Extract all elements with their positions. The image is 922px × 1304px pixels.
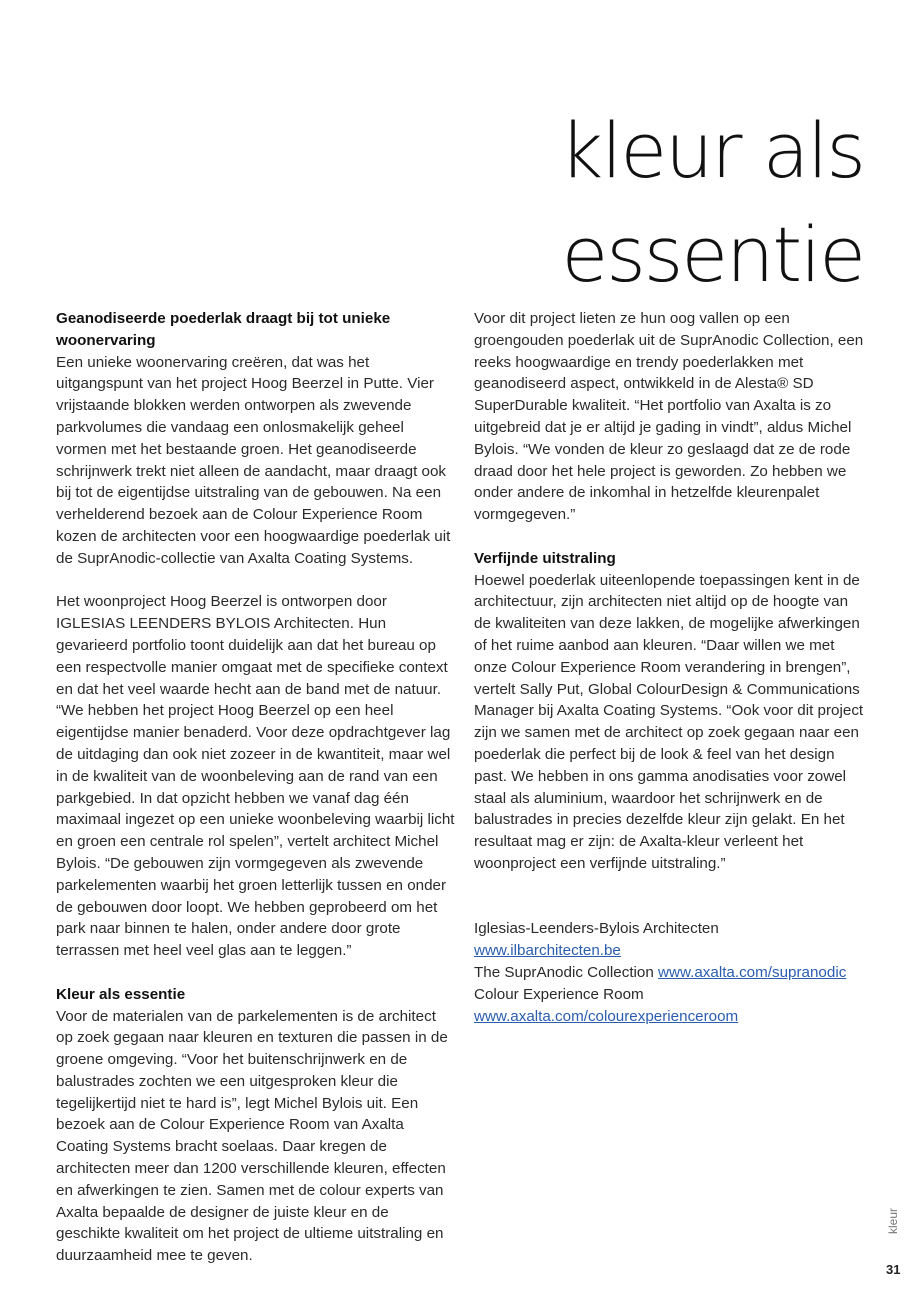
credit-line <box>474 962 866 984</box>
credit-link-ilb[interactable]: www.ilbarchitecten.be <box>474 942 621 960</box>
credit-label: Colour Experience Room <box>474 985 644 1003</box>
page-title <box>559 99 864 307</box>
credit-link-colourexperienceroom[interactable]: www.axalta.com/colourexperienceroom <box>474 1007 739 1025</box>
right-column <box>474 308 866 1027</box>
page-title-line-2: essentie <box>561 209 864 299</box>
page-title-line-1: kleur als <box>559 105 864 195</box>
credit-label: Iglesias-Leenders-Bylois Architecten <box>474 920 719 938</box>
section-label: kleur <box>886 1207 900 1234</box>
page-number: 31 <box>886 1262 901 1277</box>
section-label-wrap <box>886 1200 906 1240</box>
credit-label: The SuprAnodic Collection <box>474 963 659 981</box>
section-body-anodized: Een unieke woonervaring creëren, dat was het uitgangspunt van het project Hoog Beerzel in Putte. Vier vrijstaande blokken werden ontworpen als zwevende parkvolumes die vandaag een onlosmakelijk geheel vormen met het bestaande groen. Het geanodiseerde schrijnwerk trekt niet alleen de aandacht, maar draagt ook bij tot de eigentijdse uitstraling van de gebouwen. Na een verhelderend bezoek aan de Colour Experience Room kozen de architecten voor een hoogwaardige poederlak uit de SuprAnodic-collectie van Axalta Coating Systems. <box>56 353 451 567</box>
section-heading-anodized: Geanodiseerde poederlak draagt bij tot unieke woonervaring <box>56 310 391 349</box>
credits <box>474 918 866 1027</box>
credit-line <box>474 984 866 1006</box>
section-heading-kleur: Kleur als essentie <box>56 985 186 1003</box>
credit-line <box>474 1006 866 1028</box>
credit-line <box>474 918 866 962</box>
section-body-verfijnde: Hoewel poederlak uiteenlopende toepassingen kent in de architectuur, zijn architecten niet altijd op de hoogte van de kwaliteiten van deze lakken, de mogelijke afwerkingen of het ruime aanbod aan kleuren. “Daar willen we met onze Colour Experience Room verandering in brengen”, vertelt Sally Put, Global ColourDesign & Communications Manager bij Axalta Coating Systems. “Ook voor dit project zijn we samen met de architect op zoek gegaan naar een poederlak die perfect bij de look & feel van het design past. We hebben in ons gamma anodisaties voor zowel staal als aluminium, waardoor het schrijnwerk en de balustrades in precies dezelfde kleur zijn gelakt. En het resultaat mag er zijn: de Axalta-kleur verleent het woonproject een verfijnde uitstraling.” <box>474 571 864 872</box>
section-body-kleur: Voor de materialen van de parkelementen is de architect op zoek gegaan naar kleuren en texturen die passen in de groene omgeving. “Voor het buitenschrijnwerk en de balustrades zochten we een uitgesproken kleur die tegelijkertijd niet te hard is”, legt Michel Bylois uit. Een bezoek aan de Colour Experience Room van Axalta Coating Systems bracht soelaas. Daar kregen de architecten meer dan 1200 verschillende kleuren, effecten en afwerkingen te zien. Samen met de colour experts van Axalta bepaalde de designer de juiste kleur en de geschikte kwaliteit om het project de ultieme uitstraling en duurzaamheid mee te geven. <box>56 1007 448 1265</box>
section-body-intro: Voor dit project lieten ze hun oog vallen op een groengouden poederlak uit de SuprAnodic Collection, een reeks hoogwaardige en trendy poederlakken met geanodiseerd aspect, ontwikkeld in de Alesta® SD SuperDurable kwaliteit. “Het portfolio van Axalta is zo uitgebreid dat je er altijd je gading in vindt”, aldus Michel Bylois. “We vonden de kleur zo geslaagd dat ze de rode draad door het hele project is geworden. Zo hebben we onder andere de inkomhal in hetzelfde kleurenpalet vormgegeven.” <box>474 310 864 524</box>
left-column <box>56 308 456 1267</box>
section-heading-verfijnde: Verfijnde uitstraling <box>474 549 616 567</box>
credit-link-supranodic[interactable]: www.axalta.com/supranodic <box>658 963 847 981</box>
section-body-project: Het woonproject Hoog Beerzel is ontworpen door IGLESIAS LEENDERS BYLOIS Architecten. Hun gevarieerd portfolio toont duidelijk aan dat het bureau op een respectvolle manier omgaat met de specifieke context en dat het veel waarde hecht aan de band met de natuur. “We hebben het project Hoog Beerzel op een heel eigentijdse manier benaderd. Voor deze opdrachtgever lag de uitdaging dan ook niet zozeer in de kwantiteit, maar wel in de kwaliteit van de woonbeleving aan de rand van een parkgebied. In dat opzicht hebben we vanaf dag één maximaal ingezet op een unieke woonbeleving waarbij licht en groen een centrale rol spelen”, vertelt architect Michel Bylois. “De gebouwen zijn vormgegeven als zwevende parkelementen waarbij het groen letterlijk tussen en onder de gebouwen door loopt. We hebben geprobeerd om het park naar binnen te halen, onder andere door grote terrassen met heel veel glas aan te leggen.” <box>56 593 455 960</box>
